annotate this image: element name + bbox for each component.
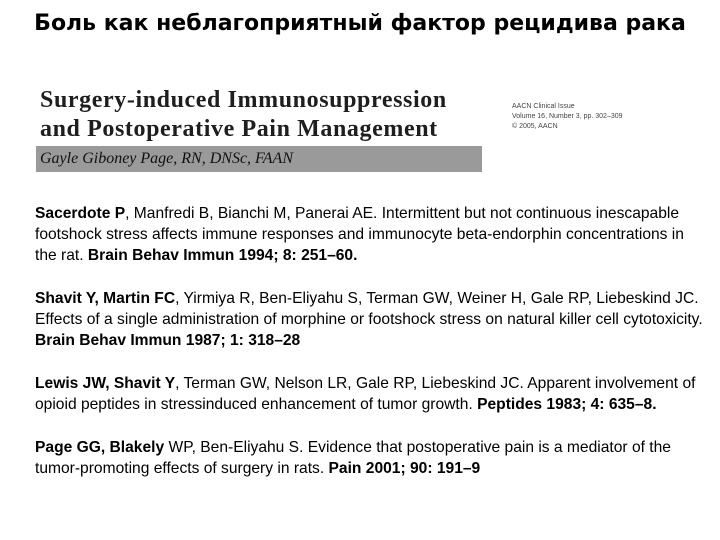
journal-line-2: Volume 16, Number 3, pp. 302–309 <box>512 113 623 120</box>
reference-item <box>35 373 707 415</box>
reference-text: WP, Ben-Eliyahu S. Evidence that postoperative pain is a mediator of the tumor-promoting effects of surgery in rats. <box>35 439 671 477</box>
journal-line-1: AACN Clinical Issue <box>512 103 575 110</box>
reference-citation: Pain 2001; 90: 191–9 <box>328 460 481 477</box>
reference-text: , Yirmiya R, Ben-Eliyahu S, Terman GW, Weiner H, Gale RP, Liebeskind JC. Effects of a single administration of morphine or footshock stress on natural killer cell cytotoxicity. <box>35 290 703 328</box>
article-title-line-1: Surgery-induced Immunosuppression <box>40 87 447 113</box>
journal-line-3: © 2005, AACN <box>512 123 558 130</box>
reference-authors-bold: Shavit Y, Martin FC <box>35 290 176 307</box>
reference-authors-bold: Lewis JW, Shavit Y <box>35 375 176 392</box>
reference-item <box>35 288 707 351</box>
reference-text: , Terman GW, Nelson LR, Gale RP, Liebeskind JC. Apparent involvement of opioid peptides in stressinduced enhancement of tumor growth. <box>35 375 696 413</box>
reference-citation: Brain Behav Immun 1987; 1: 318–28 <box>35 332 301 349</box>
reference-item <box>35 203 707 266</box>
article-title-line-2: and Postoperative Pain Management <box>40 116 438 142</box>
author-band <box>36 146 482 172</box>
reference-text: , Manfredi B, Bianchi M, Panerai AE. Intermittent but not continuous inescapable footshock stress affects immune responses and immunocyte beta-endorphin concentrations in the rat. <box>35 205 684 264</box>
journal-info <box>512 102 623 132</box>
reference-citation: Brain Behav Immun 1994; 8: 251–60. <box>87 247 358 264</box>
article-author: Gayle Giboney Page, RN, DNSc, FAAN <box>40 150 293 167</box>
reference-list <box>35 203 707 479</box>
reference-authors-bold: Page GG, Blakely <box>35 439 165 456</box>
article-header-image <box>36 80 486 172</box>
reference-authors-bold: Sacerdote P <box>35 205 126 222</box>
slide-title: Боль как неблагоприятный фактор рецидива рака <box>34 11 686 36</box>
reference-item <box>35 437 707 479</box>
reference-citation: Peptides 1983; 4: 635–8. <box>477 396 657 413</box>
article-title <box>40 86 447 144</box>
